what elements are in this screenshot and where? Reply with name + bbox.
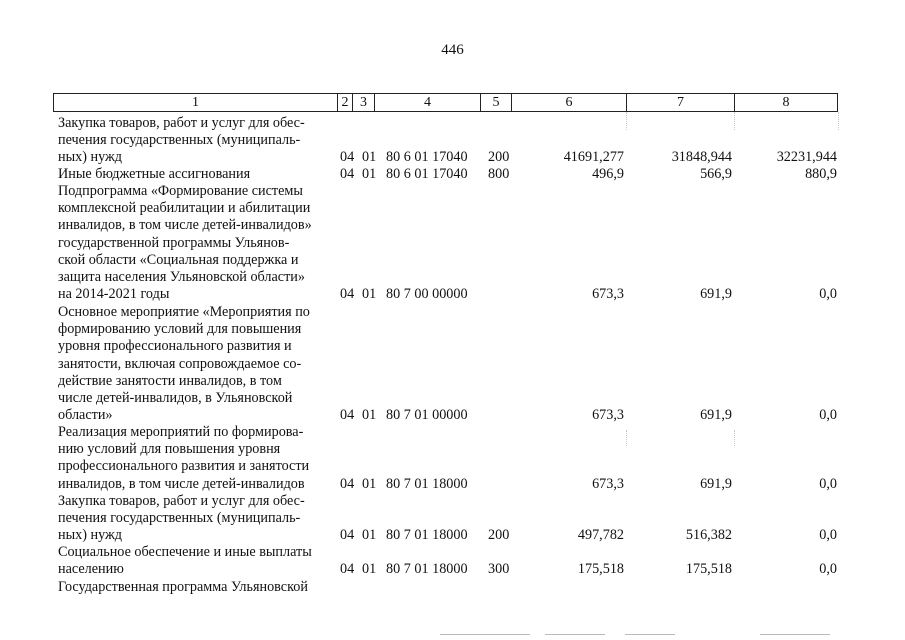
cell-target-code: 80 7 01 18000 [386,561,468,577]
cell-amount-col8: 0,0 [819,407,837,423]
header-col-3: 3 [353,94,375,111]
row-name-line: области» [58,407,113,424]
cell-amount-col7: 691,9 [700,476,732,492]
row-name [58,166,334,183]
row-name-line: формированию условий для повышения [58,321,302,338]
cell-target-code: 80 7 01 18000 [386,476,468,492]
row-name-line: действие занятости инвалидов, в том [58,372,282,389]
header-col-7: 7 [627,94,735,111]
row-name-line: печения государственных (муниципаль- [58,510,301,527]
row-name-line: инвалидов, в том числе детей-инвалидов [58,475,305,492]
cell-section: 04 [340,166,355,182]
cell-amount-col6: 673,3 [592,286,624,302]
row-name-line: государственной программы Ульянов- [58,234,290,251]
cell-expense-type: 200 [488,527,510,543]
scan-artifact [545,634,605,635]
row-name-line: ных) нужд [58,149,123,166]
row-name-line: Реализация мероприятий по формирова- [58,424,304,440]
cell-section: 04 [340,149,355,165]
column-guide [734,430,735,446]
cell-amount-col8: 32231,944 [776,149,837,165]
cell-amount-col6: 41691,277 [563,149,624,165]
cell-amount-col7: 691,9 [700,407,732,423]
scan-artifact [760,634,830,635]
cell-amount-col7: 516,382 [685,527,732,543]
cell-subsection: 01 [362,527,377,543]
row-name-line: населению [58,561,124,578]
row-name-line: инвалидов, в том числе детей-инвалидов» [58,217,312,234]
row-name-line: печения государственных (муниципаль- [58,132,301,149]
cell-subsection: 01 [362,476,377,492]
cell-target-code: 80 7 00 00000 [386,286,468,302]
cell-amount-col8: 0,0 [819,476,837,492]
header-col-2: 2 [338,94,353,111]
row-name-line: числе детей-инвалидов, в Ульяновской [58,390,293,407]
row-name [58,493,334,545]
cell-section: 04 [340,527,355,543]
cell-section: 04 [340,286,355,302]
cell-amount-col7: 175,518 [685,561,732,577]
cell-amount-col6: 175,518 [577,561,624,577]
column-guide [838,112,839,130]
row-name-line: защита населения Ульяновской области» [58,269,305,286]
cell-target-code: 80 6 01 17040 [386,149,468,165]
row-name-line: Иные бюджетные ассигнования [58,166,251,182]
row-name-line: Закупка товаров, работ и услуг для обес- [58,493,305,509]
cell-expense-type: 800 [488,166,510,182]
row-name [58,544,334,578]
cell-expense-type: 200 [488,149,510,165]
cell-amount-col8: 0,0 [819,286,837,302]
cell-amount-col7: 566,9 [700,166,732,182]
column-guide [626,430,627,446]
row-name-line: профессионального развития и занятости [58,458,310,475]
cell-subsection: 01 [362,166,377,182]
row-name-line: Социальное обеспечение и иные выплаты [58,544,312,560]
cell-target-code: 80 7 01 18000 [386,527,468,543]
row-name-line: ных) нужд [58,527,123,544]
row-name [58,579,334,596]
cell-section: 04 [340,561,355,577]
scan-artifact [625,634,675,635]
cell-subsection: 01 [362,561,377,577]
header-col-1: 1 [54,94,338,111]
row-name-line: нию условий для повышения уровня [58,441,281,458]
cell-subsection: 01 [362,149,377,165]
row-name-line: комплексной реабилитации и абилитации [58,200,311,217]
cell-target-code: 80 6 01 17040 [386,166,468,182]
row-name-line: Основное мероприятие «Мероприятия по [58,304,310,320]
cell-amount-col6: 497,782 [577,527,624,543]
row-name [58,424,334,493]
cell-amount-col7: 691,9 [700,286,732,302]
row-name-line: ской области «Социальная поддержка и [58,251,299,268]
cell-expense-type: 300 [488,561,510,577]
row-name [58,304,334,424]
header-col-4: 4 [375,94,481,111]
column-guide [626,112,627,130]
cell-amount-col8: 0,0 [819,527,837,543]
page-number: 446 [441,42,464,58]
cell-amount-col8: 880,9 [805,166,837,182]
cell-amount-col7: 31848,944 [671,149,732,165]
table-header-row [53,93,838,112]
cell-amount-col6: 673,3 [592,407,624,423]
cell-subsection: 01 [362,407,377,423]
row-name-line: Подпрограмма «Формирование системы [58,183,303,199]
cell-subsection: 01 [362,286,377,302]
scan-artifact [440,634,530,635]
row-name-line: занятости, включая сопровождаемое со- [58,355,302,372]
row-name [58,115,334,167]
row-name-line: Закупка товаров, работ и услуг для обес- [58,115,305,131]
cell-amount-col6: 673,3 [592,476,624,492]
cell-target-code: 80 7 01 00000 [386,407,468,423]
header-col-6: 6 [512,94,627,111]
cell-amount-col8: 0,0 [819,561,837,577]
cell-amount-col6: 496,9 [592,166,624,182]
row-name-line: на 2014-2021 годы [58,286,170,303]
cell-section: 04 [340,476,355,492]
row-name [58,183,334,303]
column-guide [734,112,735,130]
cell-section: 04 [340,407,355,423]
row-name-line: уровня профессионального развития и [58,338,292,355]
row-name-line: Государственная программа Ульяновской [58,579,308,595]
header-col-8: 8 [782,95,790,110]
header-col-5: 5 [481,94,512,111]
